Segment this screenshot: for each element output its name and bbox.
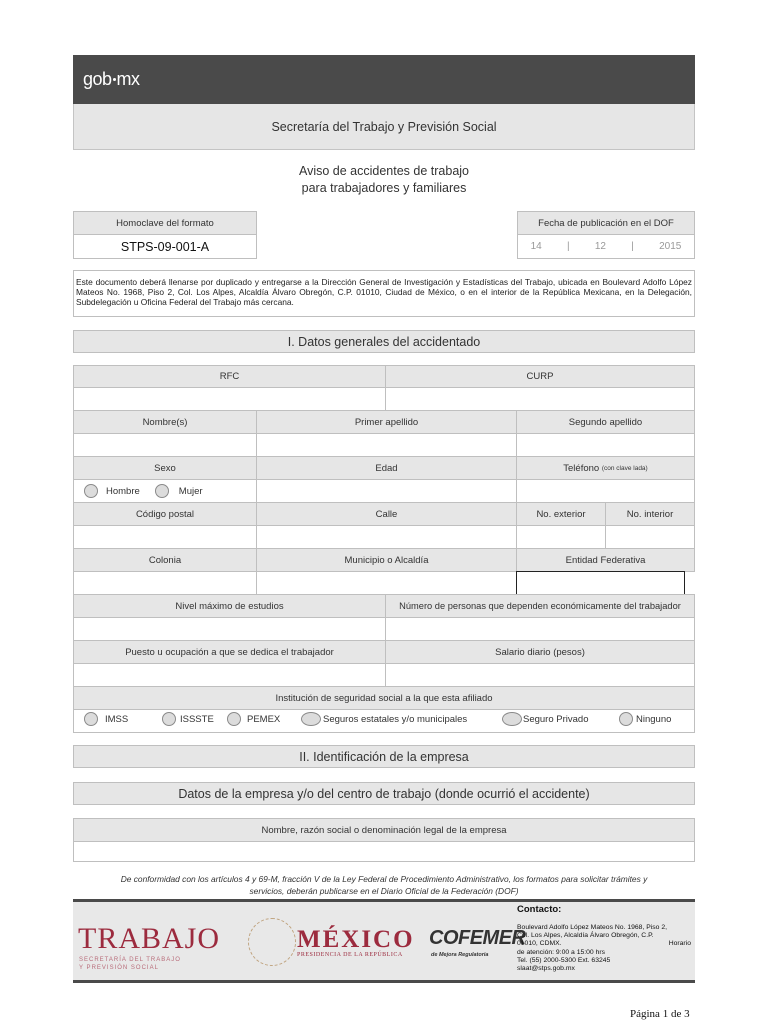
no-exterior-input[interactable] — [516, 525, 606, 549]
option-issste[interactable] — [162, 712, 214, 726]
section-2-title: II. Identificación de la empresa — [73, 745, 695, 768]
issste-radio[interactable] — [162, 712, 176, 726]
seguros-estatales-label: Seguros estatales y/o municipales — [323, 713, 468, 725]
puesto-label: Puesto u ocupación a que se dedica el trabajador — [73, 640, 386, 664]
homoclave-label: Homoclave del formato — [73, 211, 257, 235]
ninguno-radio[interactable] — [619, 712, 633, 726]
mujer-radio[interactable] — [155, 484, 169, 498]
curp-input[interactable] — [385, 387, 695, 411]
entidad-input[interactable] — [516, 571, 685, 595]
no-interior-input[interactable] — [605, 525, 695, 549]
option-seguros-estatales[interactable] — [301, 712, 467, 726]
fecha-separator: | — [567, 241, 570, 252]
mexico-logo: MÉXICO — [297, 926, 415, 953]
national-seal-icon — [248, 918, 296, 966]
seguro-privado-label: Seguro Privado — [523, 713, 589, 725]
ninguno-label: Ninguno — [636, 713, 672, 725]
contacto-email: slaat@stps.gob.mx — [517, 965, 575, 973]
instructions-text: Este documento deberá llenarse por duplicado y entregarse a la Dirección General de Investigación y Estadísticas del Trabajo, ubicada en Boulevard Adolfo López Mateos No. 1968, Piso 2, Col. Los Alpes, Alcaldía Álvaro Obregón, C.P. 01010, Ciudad de México, o en el interior de la República Mexicana, en la Delegación, Subdelegación u Oficina Federal del Trabajo más cercana. — [73, 270, 695, 317]
pemex-label: PEMEX — [247, 713, 281, 725]
segundo-apellido-input[interactable] — [516, 433, 695, 457]
contacto-line-part: Horario — [668, 940, 691, 948]
edad-input[interactable] — [256, 479, 517, 503]
contacto-line-part: 01010, CDMX. — [517, 940, 562, 948]
puesto-input[interactable] — [73, 663, 386, 687]
edad-label: Edad — [256, 456, 517, 480]
telefono-label-text: Teléfono — [563, 462, 600, 474]
entidad-label: Entidad Federativa — [516, 548, 695, 572]
mujer-label: Mujer — [178, 485, 203, 497]
fecha-day: 14 — [530, 241, 542, 252]
rfc-label: RFC — [73, 365, 386, 388]
nombres-label: Nombre(s) — [73, 410, 257, 434]
seguro-privado-radio[interactable] — [502, 712, 522, 726]
primer-apellido-label: Primer apellido — [256, 410, 517, 434]
legal-note-line-2: servicios, deberán publicarse en el Diario Oficial de la Federación (DOF) — [249, 886, 519, 896]
contacto-text — [517, 924, 691, 973]
fecha-publicacion-label: Fecha de publicación en el DOF — [517, 211, 695, 235]
fecha-month: 12 — [594, 241, 606, 252]
nombres-input[interactable] — [73, 433, 257, 457]
nombre-empresa-input[interactable] — [73, 841, 695, 862]
contacto-title: Contacto: — [517, 904, 562, 915]
colonia-label: Colonia — [73, 548, 257, 572]
rfc-input[interactable] — [73, 387, 386, 411]
title-line-2: para trabajadores y familiares — [301, 181, 467, 195]
title-line-1: Aviso de accidentes de trabajo — [298, 164, 470, 178]
municipio-label: Municipio o Alcaldía — [256, 548, 517, 572]
nivel-estudios-input[interactable] — [73, 617, 386, 641]
homoclave-value: STPS-09-001-A — [73, 235, 257, 259]
section-2-subtitle: Datos de la empresa y/o del centro de trabajo (donde ocurrió el accidente) — [73, 782, 695, 805]
section-1-title: I. Datos generales del accidentado — [73, 330, 695, 353]
no-interior-label: No. interior — [605, 502, 695, 526]
codigo-postal-label: Código postal — [73, 502, 257, 526]
page-number: Página 1 de 3 — [630, 1008, 690, 1020]
telefono-note: (con clave lada) — [601, 464, 648, 472]
segundo-apellido-label: Segundo apellido — [516, 410, 695, 434]
logo-text-right: mx — [116, 69, 140, 89]
trabajo-sub-line-1: SECRETARÍA DEL TRABAJO — [79, 957, 181, 963]
codigo-postal-input[interactable] — [73, 525, 257, 549]
primer-apellido-input[interactable] — [256, 433, 517, 457]
logo-text-left: gob — [83, 69, 112, 89]
fecha-publicacion-value — [517, 235, 695, 259]
logo-dot — [113, 78, 116, 81]
header-bar — [73, 55, 695, 104]
fecha-separator: | — [631, 241, 634, 252]
trabajo-sub-line-2: Y PREVISIÓN SOCIAL — [79, 965, 159, 971]
contacto-line: de atención: 9:00 a 15:00 hrs — [517, 948, 606, 956]
trabajo-logo-subtitle — [79, 956, 181, 972]
fecha-year: 2015 — [659, 241, 682, 252]
gobmx-logo — [83, 69, 140, 90]
calle-label: Calle — [256, 502, 517, 526]
hombre-label: Hombre — [106, 485, 140, 497]
footer — [73, 899, 695, 983]
nombre-empresa-label: Nombre, razón social o denominación legal de la empresa — [73, 818, 695, 842]
contacto-line — [517, 940, 691, 948]
legal-note — [90, 873, 678, 897]
option-ninguno[interactable] — [619, 712, 671, 726]
sexo-options — [73, 479, 257, 503]
institucion-label: Institución de seguridad social a la que esta afiliado — [73, 686, 695, 710]
sexo-label: Sexo — [73, 456, 257, 480]
presidencia-text: PRESIDENCIA DE LA REPÚBLICA — [297, 952, 403, 958]
salario-label: Salario diario (pesos) — [385, 640, 695, 664]
calle-input[interactable] — [256, 525, 517, 549]
cofemer-logo: COFEMER — [429, 927, 526, 949]
salario-input[interactable] — [385, 663, 695, 687]
imss-radio[interactable] — [84, 712, 98, 726]
telefono-label — [516, 456, 695, 480]
imss-label: IMSS — [105, 713, 129, 725]
pemex-radio[interactable] — [227, 712, 241, 726]
contacto-line: Boulevard Adolfo López Mateos No. 1968, Piso 2, — [517, 924, 668, 931]
option-pemex[interactable] — [227, 712, 280, 726]
cofemer-subtitle: de Mejora Regulatoria — [431, 952, 489, 958]
seguros-estatales-radio[interactable] — [301, 712, 321, 726]
document-title — [73, 163, 695, 197]
municipio-input[interactable] — [256, 571, 517, 595]
contacto-line: Col. Los Alpes, Alcaldía Álvaro Obregón, C.P. — [517, 932, 654, 940]
secretaria-title: Secretaría del Trabajo y Previsión Social — [73, 104, 695, 150]
hombre-radio[interactable] — [84, 484, 98, 498]
legal-note-line-1: De conformidad con los artículos 4 y 69-M, fracción V de la Ley Federal de Procedimiento Administrativo, los formatos para solicitar trámites y — [120, 874, 648, 884]
dependientes-input[interactable] — [385, 617, 695, 641]
issste-label: ISSSTE — [180, 713, 214, 725]
colonia-input[interactable] — [73, 571, 257, 595]
curp-label: CURP — [385, 365, 695, 388]
option-seguro-privado[interactable] — [502, 712, 588, 726]
nivel-estudios-label: Nivel máximo de estudios — [73, 594, 386, 618]
trabajo-logo: TRABAJO — [78, 922, 221, 955]
no-exterior-label: No. exterior — [516, 502, 606, 526]
option-imss[interactable] — [84, 712, 128, 726]
contacto-line: Tel. (55) 2000-5300 Ext. 63245 — [517, 956, 611, 964]
dependientes-label: Número de personas que dependen económicamente del trabajador — [385, 594, 695, 618]
telefono-input[interactable] — [516, 479, 695, 503]
